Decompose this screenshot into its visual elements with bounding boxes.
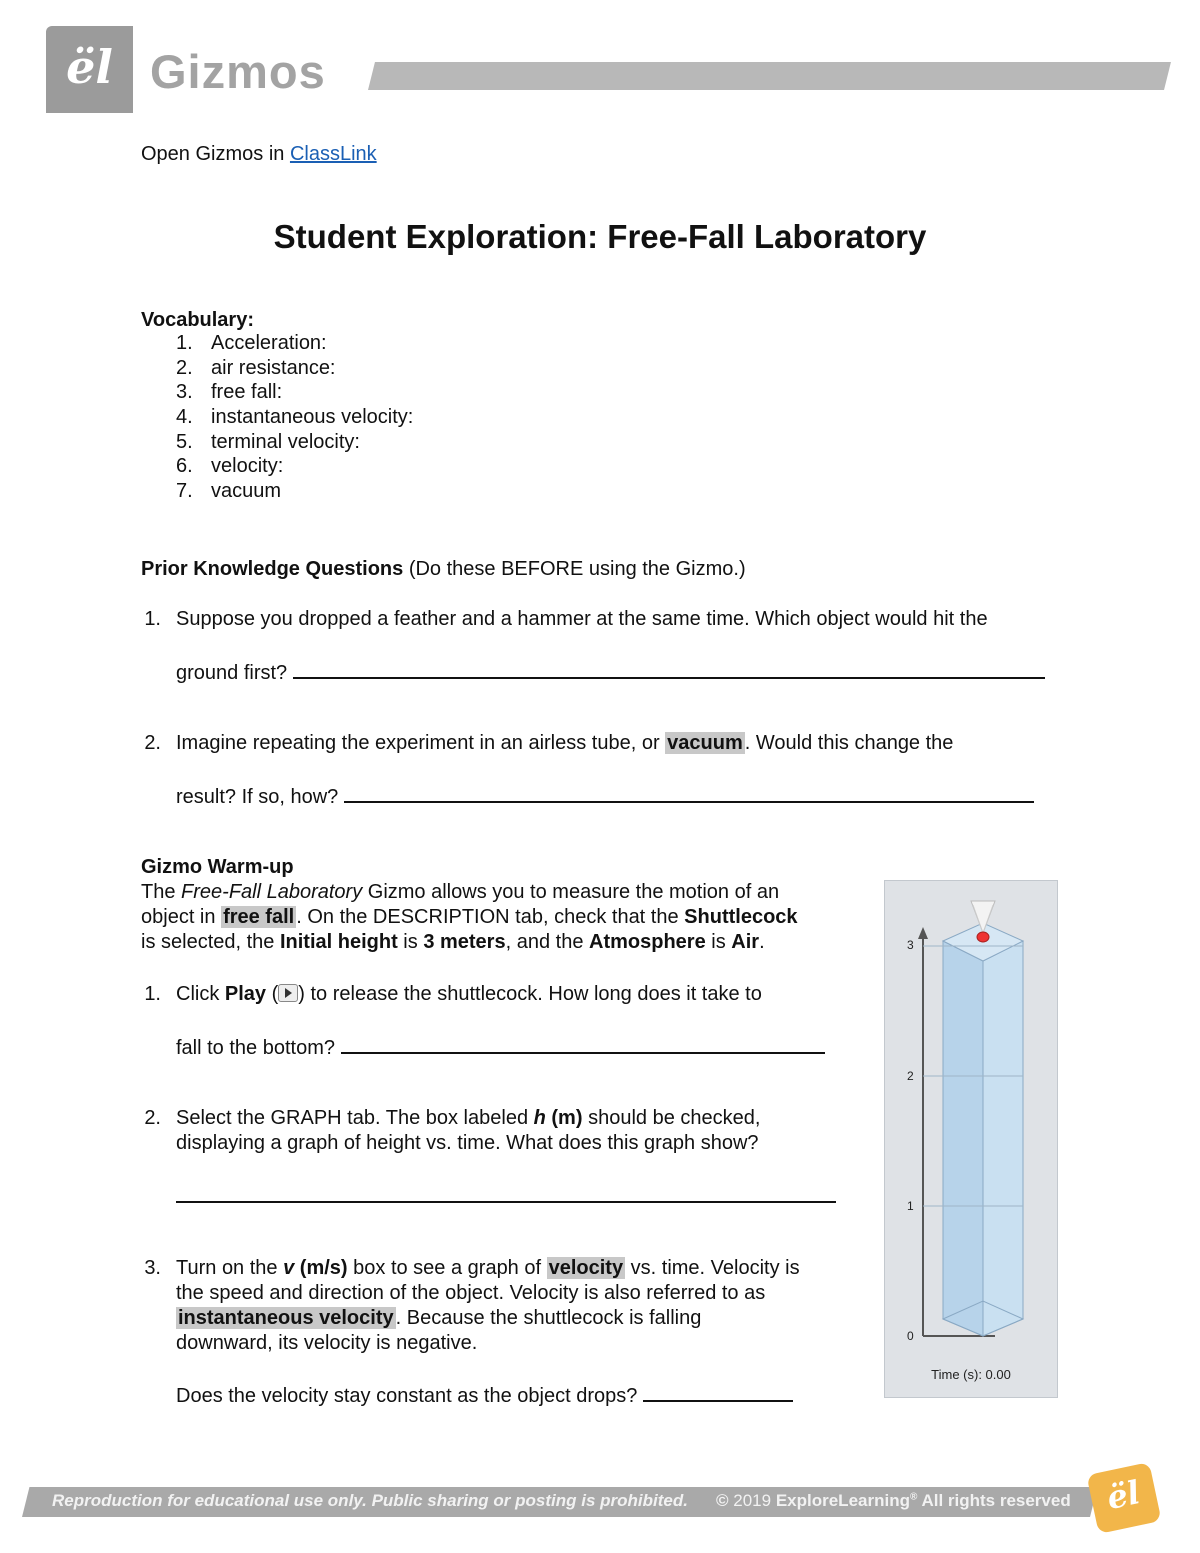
vocabulary-item: 6. velocity:	[176, 455, 284, 478]
intro-prefix: Open Gizmos in	[141, 143, 290, 165]
vocab-highlight-instantaneous-velocity: instantaneous velocity	[178, 1307, 394, 1329]
footer-copyright: © 2019 ExploreLearning® All rights reserved	[716, 1491, 1071, 1510]
explorelearning-logo: ël	[1086, 1462, 1161, 1534]
intro-line	[141, 142, 377, 166]
tube-side	[983, 941, 1023, 1336]
warmup-q2-answer-blank[interactable]	[176, 1181, 836, 1203]
header-bar	[368, 62, 1171, 90]
prior-heading-note: (Do these BEFORE using the Gizmo.)	[403, 558, 746, 580]
prior-q2-answer-blank[interactable]	[344, 781, 1034, 803]
vocabulary-item: 5. terminal velocity:	[176, 430, 360, 453]
gizmos-logo	[46, 26, 133, 113]
classlink-link[interactable]: ClassLink	[289, 143, 377, 165]
logo-glyph: ël	[66, 40, 113, 94]
warmup-q2-line2: displaying a graph of height vs. time. What does this graph show?	[176, 1132, 759, 1154]
vocabulary-item: 4. instantaneous velocity:	[176, 406, 414, 429]
footer-rights: All rights reserved	[921, 1491, 1071, 1510]
prior-q2-text-a: Imagine repeating the experiment in an airless tube, or	[176, 732, 666, 754]
vocabulary-item: 2. air resistance:	[176, 356, 336, 379]
vocabulary-item: 1. Acceleration:	[176, 332, 327, 354]
vocabulary-list	[141, 331, 541, 504]
play-icon	[278, 984, 298, 1002]
prior-knowledge-heading	[141, 557, 746, 581]
prior-q2-answer-line	[176, 781, 1034, 809]
page-title: Student Exploration: Free-Fall Laboratory	[273, 218, 927, 255]
vocabulary-item: 7. vacuum	[176, 480, 282, 503]
warmup-q1-line2: fall to the bottom?	[176, 1037, 335, 1059]
tube-drawing	[885, 881, 1057, 1397]
warmup-q1-answer-line	[176, 1032, 825, 1060]
prior-q1-text: Suppose you dropped a feather and a hammer at the same time. Which object would hit the	[176, 608, 988, 630]
warmup-q3-question	[176, 1380, 793, 1408]
tick-label-2: 2	[907, 1069, 914, 1083]
warmup-q3-answer-blank[interactable]	[643, 1380, 793, 1402]
time-readout: Time (s): 0.00	[931, 1367, 1011, 1382]
footer-company: ExploreLearning	[775, 1491, 910, 1510]
warmup-paragraph: The Free-Fall Laboratory Gizmo allows you to measure the motion of an object in free fall . On the DESCRIPTION tab, check that the Shuttlecock is selected, the Initial height is 3 meters, and the Atmosphere is Air.	[141, 881, 798, 953]
footer-year: 2019	[733, 1491, 772, 1510]
vocab-highlight-vacuum: vacuum	[667, 732, 743, 754]
prior-q2-line2: result? If so, how?	[176, 786, 339, 808]
vocab-highlight-free-fall: free fall	[223, 906, 295, 928]
prior-q1-answer-blank[interactable]	[293, 657, 1045, 679]
tube-front	[943, 941, 983, 1336]
vocabulary-heading: Vocabulary:	[141, 309, 254, 331]
warmup-heading: Gizmo Warm-up	[141, 856, 294, 878]
footer-notice: Reproduction for educational use only. Public sharing or posting is prohibited.	[52, 1491, 688, 1510]
warmup-q1-answer-blank[interactable]	[341, 1032, 825, 1054]
tick-label-0: 0	[907, 1329, 914, 1343]
prior-q1-answer-line	[176, 657, 1045, 685]
brand-name: Gizmos	[150, 45, 326, 98]
prior-q2-text-b: . Would this change the	[744, 732, 954, 754]
warmup-q2-answer-line	[176, 1181, 836, 1208]
gizmo-name-italic: Free-Fall Laboratory	[181, 881, 363, 903]
freefall-simulation-image	[884, 880, 1058, 1398]
tick-label-1: 1	[907, 1199, 914, 1213]
tick-label-3: 3	[907, 938, 914, 952]
prior-q1-line2: ground first?	[176, 662, 288, 684]
prior-heading-bold: Prior Knowledge Questions	[141, 558, 404, 580]
vocabulary-item: 3. free fall:	[176, 381, 283, 404]
vocab-highlight-velocity: velocity	[548, 1257, 624, 1279]
warmup-q3-question-text: Does the velocity stay constant as the object drops?	[176, 1385, 638, 1407]
